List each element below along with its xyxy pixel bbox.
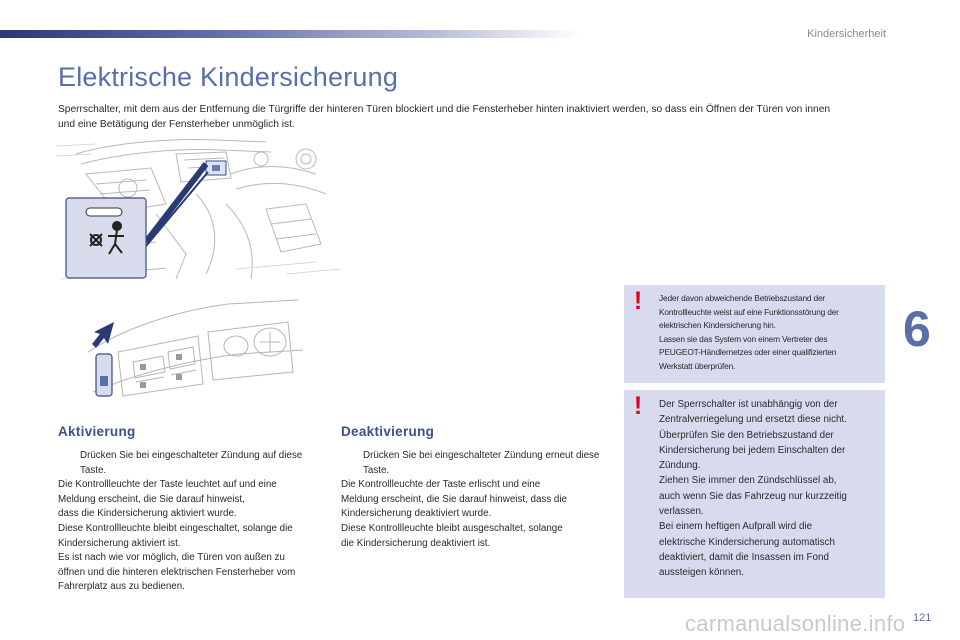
text-line: elektrischen Kindersicherung hin.	[659, 320, 776, 331]
deactivation-bullet-text: Drücken Sie bei eingeschalteter Zündung erneut diese Taste.	[363, 450, 600, 476]
warning-exclamation-icon: !	[633, 287, 643, 315]
text-line: PEUGEOT-Händlernetzes oder einer qualifizierten	[659, 347, 837, 358]
deactivation-description	[341, 478, 603, 551]
text-line: Ziehen Sie immer den Zündschlüssel ab,	[659, 475, 837, 487]
text-line: Diese Kontrollleuchte bleibt ausgeschaltet, solange	[341, 522, 563, 534]
text-line: Zentralverriegelung und ersetzt diese nicht.	[659, 414, 847, 426]
warning-text	[659, 397, 875, 581]
text-line: aussteigen können.	[659, 567, 744, 579]
text-line: deaktiviert, damit die Insassen im Fond	[659, 551, 829, 563]
warning-box-independence	[624, 390, 885, 598]
text-line: Meldung erscheint, die Sie darauf hinweist, dass die	[341, 493, 568, 505]
intro-line: Sperrschalter, mit dem aus der Entfernung die Türgriffe der hinteren Türen blockiert und die Fensterheber hinten inaktiviert werden, so dass ein Öffnen der Türen von innen	[58, 104, 831, 115]
watermark: carmanualsonline.info	[685, 611, 906, 636]
text-line: verlassen.	[659, 506, 704, 518]
text-line: Die Kontrollleuchte der Taste leuchtet auf und eine	[58, 479, 277, 491]
deactivation-instruction	[341, 449, 603, 478]
pointer-arrow-icon	[92, 322, 114, 348]
text-line: Überprüfen Sie den Betriebszustand der	[659, 429, 834, 441]
text-line: Diese Kontrollleuchte bleibt eingeschaltet, solange die	[58, 522, 293, 534]
activation-bullet-text: Drücken Sie bei eingeschalteter Zündung auf diese Taste.	[80, 450, 303, 476]
text-line: die Kindersicherung deaktiviert ist.	[341, 537, 491, 549]
dashboard-illustration	[56, 134, 346, 282]
text-line: Kindersicherung bei jedem Einschalten der	[659, 444, 846, 456]
lock-switch	[96, 354, 112, 396]
activation-section	[58, 424, 320, 595]
text-line: Lassen sie das System von einem Vertreter des	[659, 333, 828, 344]
text-line: Fahrerplatz aus zu bedienen.	[58, 581, 185, 593]
intro-text	[58, 102, 888, 132]
text-line: Zündung.	[659, 460, 701, 472]
text-line: öffnen und die hinteren elektrischen Fensterheber vom	[58, 566, 296, 578]
text-line: elektrische Kindersicherung automatisch	[659, 536, 835, 548]
text-line: auch wenn Sie das Fahrzeug nur kurzzeitig	[659, 490, 847, 502]
warning-exclamation-icon: !	[633, 392, 643, 420]
page-number: 121	[913, 612, 932, 624]
activation-description	[58, 478, 320, 595]
warning-text	[659, 292, 875, 374]
deactivation-section	[341, 424, 603, 551]
text-line: Bei einem heftigen Aufprall wird die	[659, 521, 813, 533]
text-line: Es ist nach wie vor möglich, die Türen von außen zu	[58, 552, 285, 564]
text-line: Kontrollleuchte weist auf eine Funktionsstörung der	[659, 306, 839, 317]
section-title: Kindersicherheit	[807, 28, 886, 40]
text-line: Jeder davon abweichende Betriebszustand der	[659, 293, 825, 303]
text-line: Kindersicherung deaktiviert wurde.	[341, 508, 492, 520]
text-line: dass die Kindersicherung aktiviert wurde.	[58, 508, 237, 520]
page-title: Elektrische Kindersicherung	[58, 62, 399, 92]
chapter-number: 6	[903, 301, 931, 357]
warning-box-malfunction	[624, 285, 885, 383]
text-line: Werkstatt überprüfen.	[659, 360, 736, 371]
text-line: Der Sperrschalter ist unabhängig von der	[659, 399, 838, 410]
header-gradient-bar	[0, 30, 580, 38]
activation-heading: Aktivierung	[58, 424, 136, 439]
door-switch-illustration	[78, 292, 310, 404]
deactivation-heading: Deaktivierung	[341, 424, 435, 439]
text-line: Kindersicherung aktiviert ist.	[58, 537, 181, 549]
text-line: Meldung erscheint, die Sie darauf hinweist,	[58, 493, 245, 505]
intro-line: und eine Betätigung der Fensterheber unmöglich ist.	[58, 119, 295, 130]
text-line: Die Kontrollleuchte der Taste erlischt und eine	[341, 479, 541, 491]
activation-instruction	[58, 449, 320, 478]
